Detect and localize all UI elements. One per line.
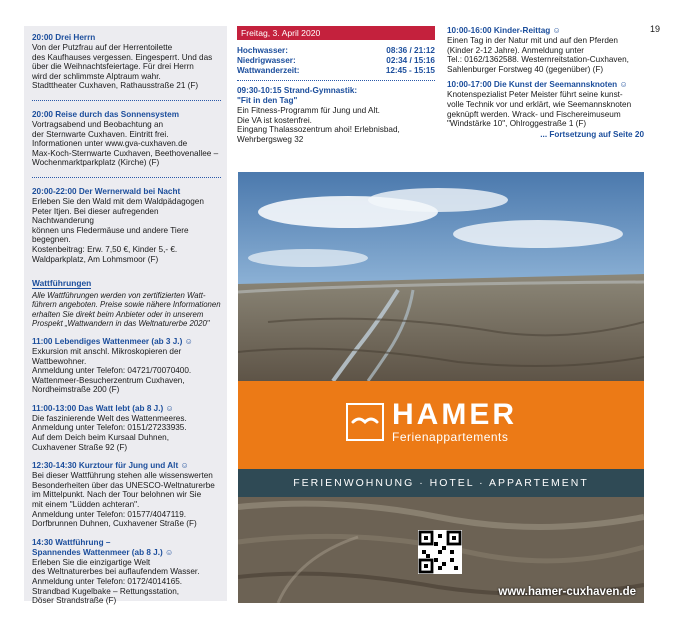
tide-row [237,66,435,76]
services-strip: FERIENWOHNUNG · HOTEL · APPARTEMENT [238,469,644,497]
event-time: 09:30-10:15 Strand-Gymnastik: "Fit in den Tag" [237,86,358,105]
event-time: 10:00-16:00 Kinder-Reittag ☺ [447,26,561,35]
section-intro: Alle Wattführungen werden von zertifizierten Watt- führern angeboten. Preise sowie nähere Informationen erhalten Sie direkt beim Anbieter oder in unserem Prospekt „Wattwandern in das Weltnaturerbe 2020" [32,291,221,328]
event-body: Ein Fitness-Programm für Jung und Alt. Die VA ist kostenfrei. Eingang Thalassozentrum ahoi! Erlebnisbad, Wehrbergsweg 32 [237,106,400,144]
event-body: Einen Tag in der Natur mit und auf den Pferden (Kinder 2-12 Jahre). Anmeldung unter Tel.: 0162/1362588. Westernreitstation-Cuxhaven, Sahlenburger Forstweg 40 (gegenüber) (F) [447,36,629,74]
event-entry [447,80,644,128]
page-number: 19 [650,24,661,34]
event-entry [32,461,221,529]
event-entry [32,538,221,606]
date-header: Freitag, 3. April 2020 [237,26,435,40]
hamer-advertisement [238,172,644,603]
event-entry [447,26,644,74]
event-time: 11:00 Lebendiges Wattenmeer (ab 3 J.) ☺ [32,336,193,346]
tide-table [237,46,435,76]
tide-value: 12:45 - 15:15 [385,66,435,75]
tide-row [237,56,435,66]
hamer-logo [346,400,517,444]
tide-value: 02:34 / 15:16 [386,56,435,65]
event-body: Knotenspezialist Peter Meister führt seine kunst- volle Technik vor und erklärt, wie Seemannsknoten geknüpft werden. Wrack- und Fischereimuseum "Windstärke 10", Ohlroggestraße 1 (F) [447,90,632,129]
right-column [447,26,644,139]
event-entry [32,404,221,452]
event-body: Vortragsabend und Beobachtung an der Sternwarte Cuxhaven. Eintritt frei. Informationen unter www.gva-cuxhaven.de Max-Koch-Sternwarte Cuxhaven, Beethovenallee – Wochenmarktparkplatz (Kirche) (F) [32,119,219,168]
website-link[interactable]: www.hamer-cuxhaven.de [498,586,636,598]
wadden-sea-photo [238,172,644,381]
event-body: Von der Putzfrau auf der Herrentoilette des Kaufhauses vergessen. Eingesperrt. Und das über die Weihnachtsfeiertage. Für drei Herrn wird der schlimmste Alptraum wahr. Stadttheater Cuxhaven, Rathausstraße 21 (F) [32,43,213,91]
qr-code-icon[interactable] [418,530,462,574]
event-time: 10:00-17:00 Die Kunst der Seemannsknoten ☺ [447,80,628,90]
event-time: 12:30-14:30 Kurztour für Jung und Alt ☺ [32,461,189,471]
event-entry [32,187,221,264]
event-body: Die faszinierende Welt des Wattenmeeres. Anmeldung unter Telefon: 0151/27233935. Auf dem Deich beim Kursaal Duhnen, Cuxhavener Straße 92 (F) [32,413,187,452]
logo-text [392,400,517,444]
event-time: 11:00-13:00 Das Watt lebt (ab 8 J.) ☺ [32,403,174,413]
event-entry [32,337,221,395]
event-time: 20:00 Drei Herrn [32,33,96,42]
event-body: Exkursion mit anschl. Mikroskopieren der Wattbewohner. Anmeldung unter Telefon: 04721/70070400. Wattenmeer-Besucherzentrum Cuxhaven, Nordheimstraße 200 (F) [32,346,192,395]
section-heading: Wattführungen [32,278,92,289]
event-body: Bei dieser Wattführung stehen alle wissenswerten Besonderheiten über das UNESCO-Weltnaturerbe im Mittelpunkt. Nach der Tour belohnen wir Sie mit einem "Lüdden achteran". Anmeldung unter Telefon: 01577/4047119. Dorfbrunnen Duhnen, Cuxhavener Straße (F) [32,471,215,529]
tide-value: 08:36 / 21:12 [386,46,435,55]
continued-link[interactable]: ... Fortsetzung auf Seite 20 [540,129,644,139]
middle-column [237,26,435,144]
event-time: 20:00-22:00 Der Wernerwald bei Nacht [32,186,181,196]
tide-label: Wattwanderzeit: [237,66,300,75]
event-body: Erleben Sie den Wald mit dem Waldpädagogen Peter Itjen. Bei dieser aufregenden Nachtwanderung können uns Fledermäuse und andere Tiere begegnen. Kostenbeitrag: Erw. 7,50 €, Kinder 5,- €. Waldparkplatz, Am Lohmsmoor (F) [32,196,204,264]
divider [237,80,435,81]
brand-name: HAMER [392,398,517,431]
tide-row [237,46,435,56]
seagull-icon [346,403,384,441]
brand-subtitle: Ferienappartements [392,430,509,444]
tide-label: Hochwasser: [237,46,288,55]
left-column [24,26,227,606]
event-entry [237,86,435,144]
event-time: 14:30 Wattführung – Spannendes Wattenmeer (ab 8 J.) ☺ [32,537,174,557]
event-body: Erleben Sie die einzigartige Welt des Weltnaturerbes bei auflaufendem Wasser. Anmeldung unter Telefon: 0172/4014165. Strandbad Kugelbake – Rettungsstation, Döser Strandstraße (F) [32,557,200,606]
event-entry [32,33,221,91]
divider [32,177,221,178]
event-time: 20:00 Reise durch das Sonnensystem [32,109,179,119]
event-entry [32,110,221,168]
divider [32,100,221,101]
tide-label: Niedrigwasser: [237,56,296,65]
